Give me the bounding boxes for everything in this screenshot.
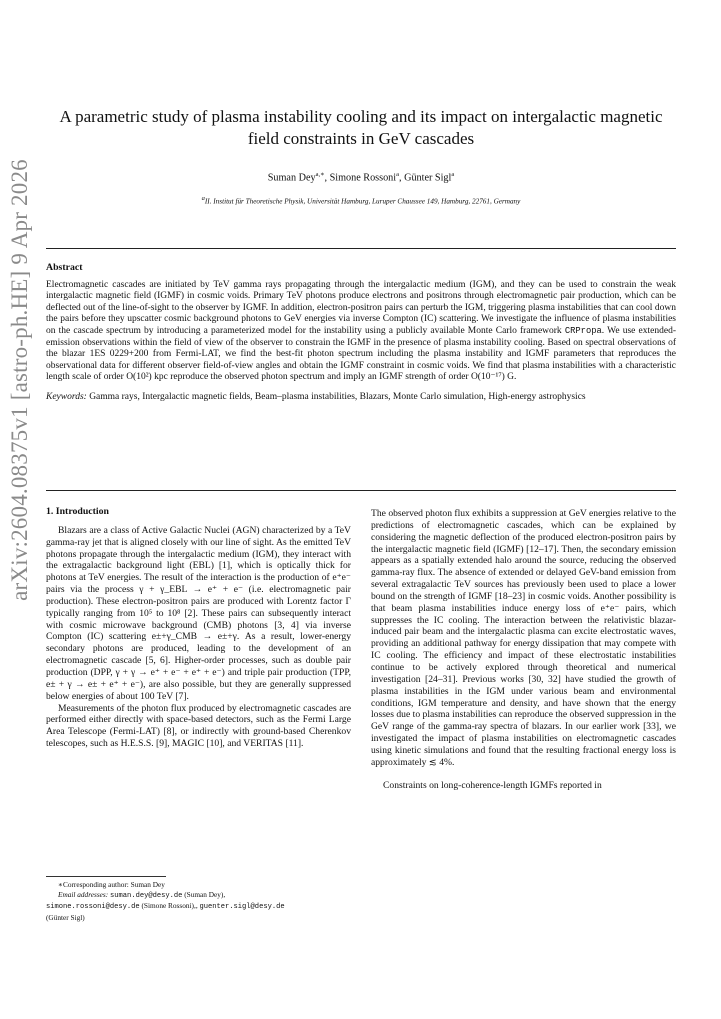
right-column: [371, 508, 676, 791]
affiliation-text: II. Institut für Theoretische Physik, Universität Hamburg, Luruper Chaussee 149, Hamburg, 22761, Germany: [204, 197, 521, 206]
author-marks: a,∗: [315, 171, 325, 178]
keywords-text: Gamma rays, Intergalactic magnetic fields, Beam–plasma instabilities, Blazars, Monte Carlo simulation, High-energy astrophysics: [89, 391, 586, 402]
footnote-email-label: Email addresses:: [58, 889, 109, 899]
abstract-block: [46, 262, 676, 404]
abstract-top-rule: [46, 248, 676, 249]
footnote-corresponding-author: ∗Corresponding author: Suman Dey: [58, 880, 165, 889]
footnotes: [46, 876, 351, 922]
arxiv-identifier-stamp: [0, 0, 40, 1019]
email-owner: (Suman Dey),: [184, 889, 226, 899]
abstract-text-part-1: Electromagnetic cascades are initiated by TeV gamma rays propagating through the intergalactic medium (IGM), and they can be used to constrain the weak intergalactic magnetic field (IGMF) in cosmic voids. Primary TeV photons produce electrons and positrons through electromagnetic pair production, which can be deflected out of the line-of-sight to the observer by IGMF. In addition, electron-positron pairs can perturb the IGM, triggering plasma instabilities that can cool down the pairs before they upscatter cosmic background photons to GeV energies via inverse Compton (IC) scattering. We investigate the influence of plasma instabilities on the cascade spectrum by introducing a parameterized model for the instability using a publicly available Monte Carlo framework: [46, 279, 676, 336]
keywords-label: Keywords:: [46, 391, 87, 402]
author-marks: a: [451, 171, 455, 178]
footnote-emails-line-1: [46, 890, 351, 902]
email-link[interactable]: guenter.sigl@desy.de: [199, 903, 285, 912]
author-list: Suman Dey$^{a,∗}$, Simone Rossoni$^a$, Günter Sigl$^a$: [267, 171, 455, 184]
email-owner: (Simone Rossoni),: [141, 901, 196, 911]
right-paragraph-2: Constraints on long-coherence-length IGMFs reported in: [383, 779, 602, 791]
abstract-body: [46, 280, 676, 384]
abstract-text-part-2: . We use extended-emission observations within the field of view of the observer to constrain the IGMF in the presence of plasma instability cooling. Based on spectral observations of the blazar 1ES 0229+200 from Fermi-LAT, we find the best-fit photon spectrum including the plasma instability and IGMF parameters that reproduces the observational data for different observer field-of-view angles and obtain the IGMF constraint in cosmic voids. We find that plasma instabilities with a characteristic length scale of order O(10²) kpc reproduce the observed photon spectrum and imply an IGMF strength of order O(10⁻¹⁷) G.: [46, 325, 676, 383]
email-link[interactable]: suman.dey@desy.de: [110, 891, 183, 900]
affiliation: [48, 195, 674, 205]
arxiv-id: arXiv:2604.08375v1 [astro-ph.HE] 9 Apr 2026: [7, 159, 32, 601]
abstract-code-name: CRPropa: [564, 325, 602, 336]
intro-paragraph-2: Measurements of the photon flux produced by electromagnetic cascades are performed either directly with space-based detectors, such as the Fermi Large Area Telescope (Fermi-LAT) [8], or indirectly with ground-based Cherenkov telescopes, such as H.E.S.S. [9], MAGIC [10], and VERITAS [11].: [46, 702, 351, 750]
abstract-bottom-rule: [46, 490, 676, 491]
paper-title-line-1: A parametric study of plasma instability cooling and its impact on intergalactic magnetic: [59, 107, 663, 126]
footnote-emails-line-3: (Günter Sigl): [46, 912, 85, 922]
left-column: [46, 506, 351, 750]
author-name: Suman Dey: [267, 172, 316, 184]
author-marks: a: [396, 171, 399, 178]
intro-paragraph-1: Blazars are a class of Active Galactic Nuclei (AGN) characterized by a TeV gamma-ray jet that is aligned closely with our line of sight. As the emitted TeV photons propagate through the intergalactic medium (IGM), they interact with the extragalactic background light (EBL) [1], which is optically thick for photons at TeV energies. The result of the interaction is the production of e⁺e⁻ pairs via the process γ + γ_EBL → e⁺ + e⁻ (i.e. electromagnetic pair production). These electron-positron pairs are produced with Lorentz factor Γ typically ranging from 10⁵ to 10⁸ [2]. These pairs can subsequently interact with cosmic microwave background (CMB) photons [3, 4] via inverse Compton (IC) scattering e±+γ_CMB → e±+γ. As a result, lower-energy secondary photons are produced, leading to the development of an electromagnetic cascade [5, 6]. Higher-order processes, such as double pair production (DPP, γ + γ → e⁺ + e⁻ + e⁺ + e⁻) and triple pair production (TPP, e± + γ → e± + e⁺ + e⁻), are also possible, but they are generally suppressed below energies of about 100 TeV [7].: [46, 524, 351, 702]
author-name: Simone Rossoni: [329, 172, 397, 184]
author-name: Günter Sigl: [404, 172, 452, 184]
email-link[interactable]: simone.rossoni@desy.de: [46, 903, 140, 912]
footnote-emails-line-2: simone.rossoni@desy.de (Simone Rossoni),, guenter.sigl@desy.de: [46, 901, 285, 912]
abstract-heading: Abstract: [46, 262, 83, 273]
paper-title-line-2: field constraints in GeV cascades: [247, 129, 475, 148]
keywords: [46, 392, 676, 404]
affiliation-mark: a: [201, 195, 205, 202]
paper-title: [48, 106, 674, 150]
footnote-rule: [46, 876, 166, 877]
right-paragraph-1: The observed photon flux exhibits a suppression at GeV energies relative to the predictions of electromagnetic cascades, which can be explained by considering the magnetic deflection of the produced electron-positron pairs by the intergalactic magnetic field (IGMF) [12–17]. Then, the secondary emission appears as a spatially extended halo around the source, reducing the observed gamma-ray flux. The absence of extended or delayed GeV-band emission from several extragalactic TeV sources has previously been used to place a lower bound on the strength of IGMF [18–23] in cosmic voids. Another possibility is that beam plasma instabilities induce energy loss of e⁺e⁻ pairs, which suppresses the IC cooling. The interaction between the relativistic blazar-induced pair beam and the intergalactic plasma can excite electrostatic waves, providing an additional pathway for energy dissipation that may compete with IC cooling. The efficiency and impact of these electrostatic instabilities continue to be actively explored through theoretical and numerical investigation [24–31]. Previous works [30, 32] have studied the growth of plasma instabilities in the IGM under various beam and environmental conditions, IGM temperature and density, and have shown that the energy losses due to plasma instabilities can reproduce the observed suppression in the GeV range of the gamma-ray spectra of blazars. In our earlier work [33], we investigated the impact of plasma instabilities on electromagnetic cascades using kinetic simulations and found that the resulting fractional energy loss is approximately ≲ 4%.: [371, 508, 676, 768]
section-heading-introduction: 1. Introduction: [46, 506, 109, 517]
